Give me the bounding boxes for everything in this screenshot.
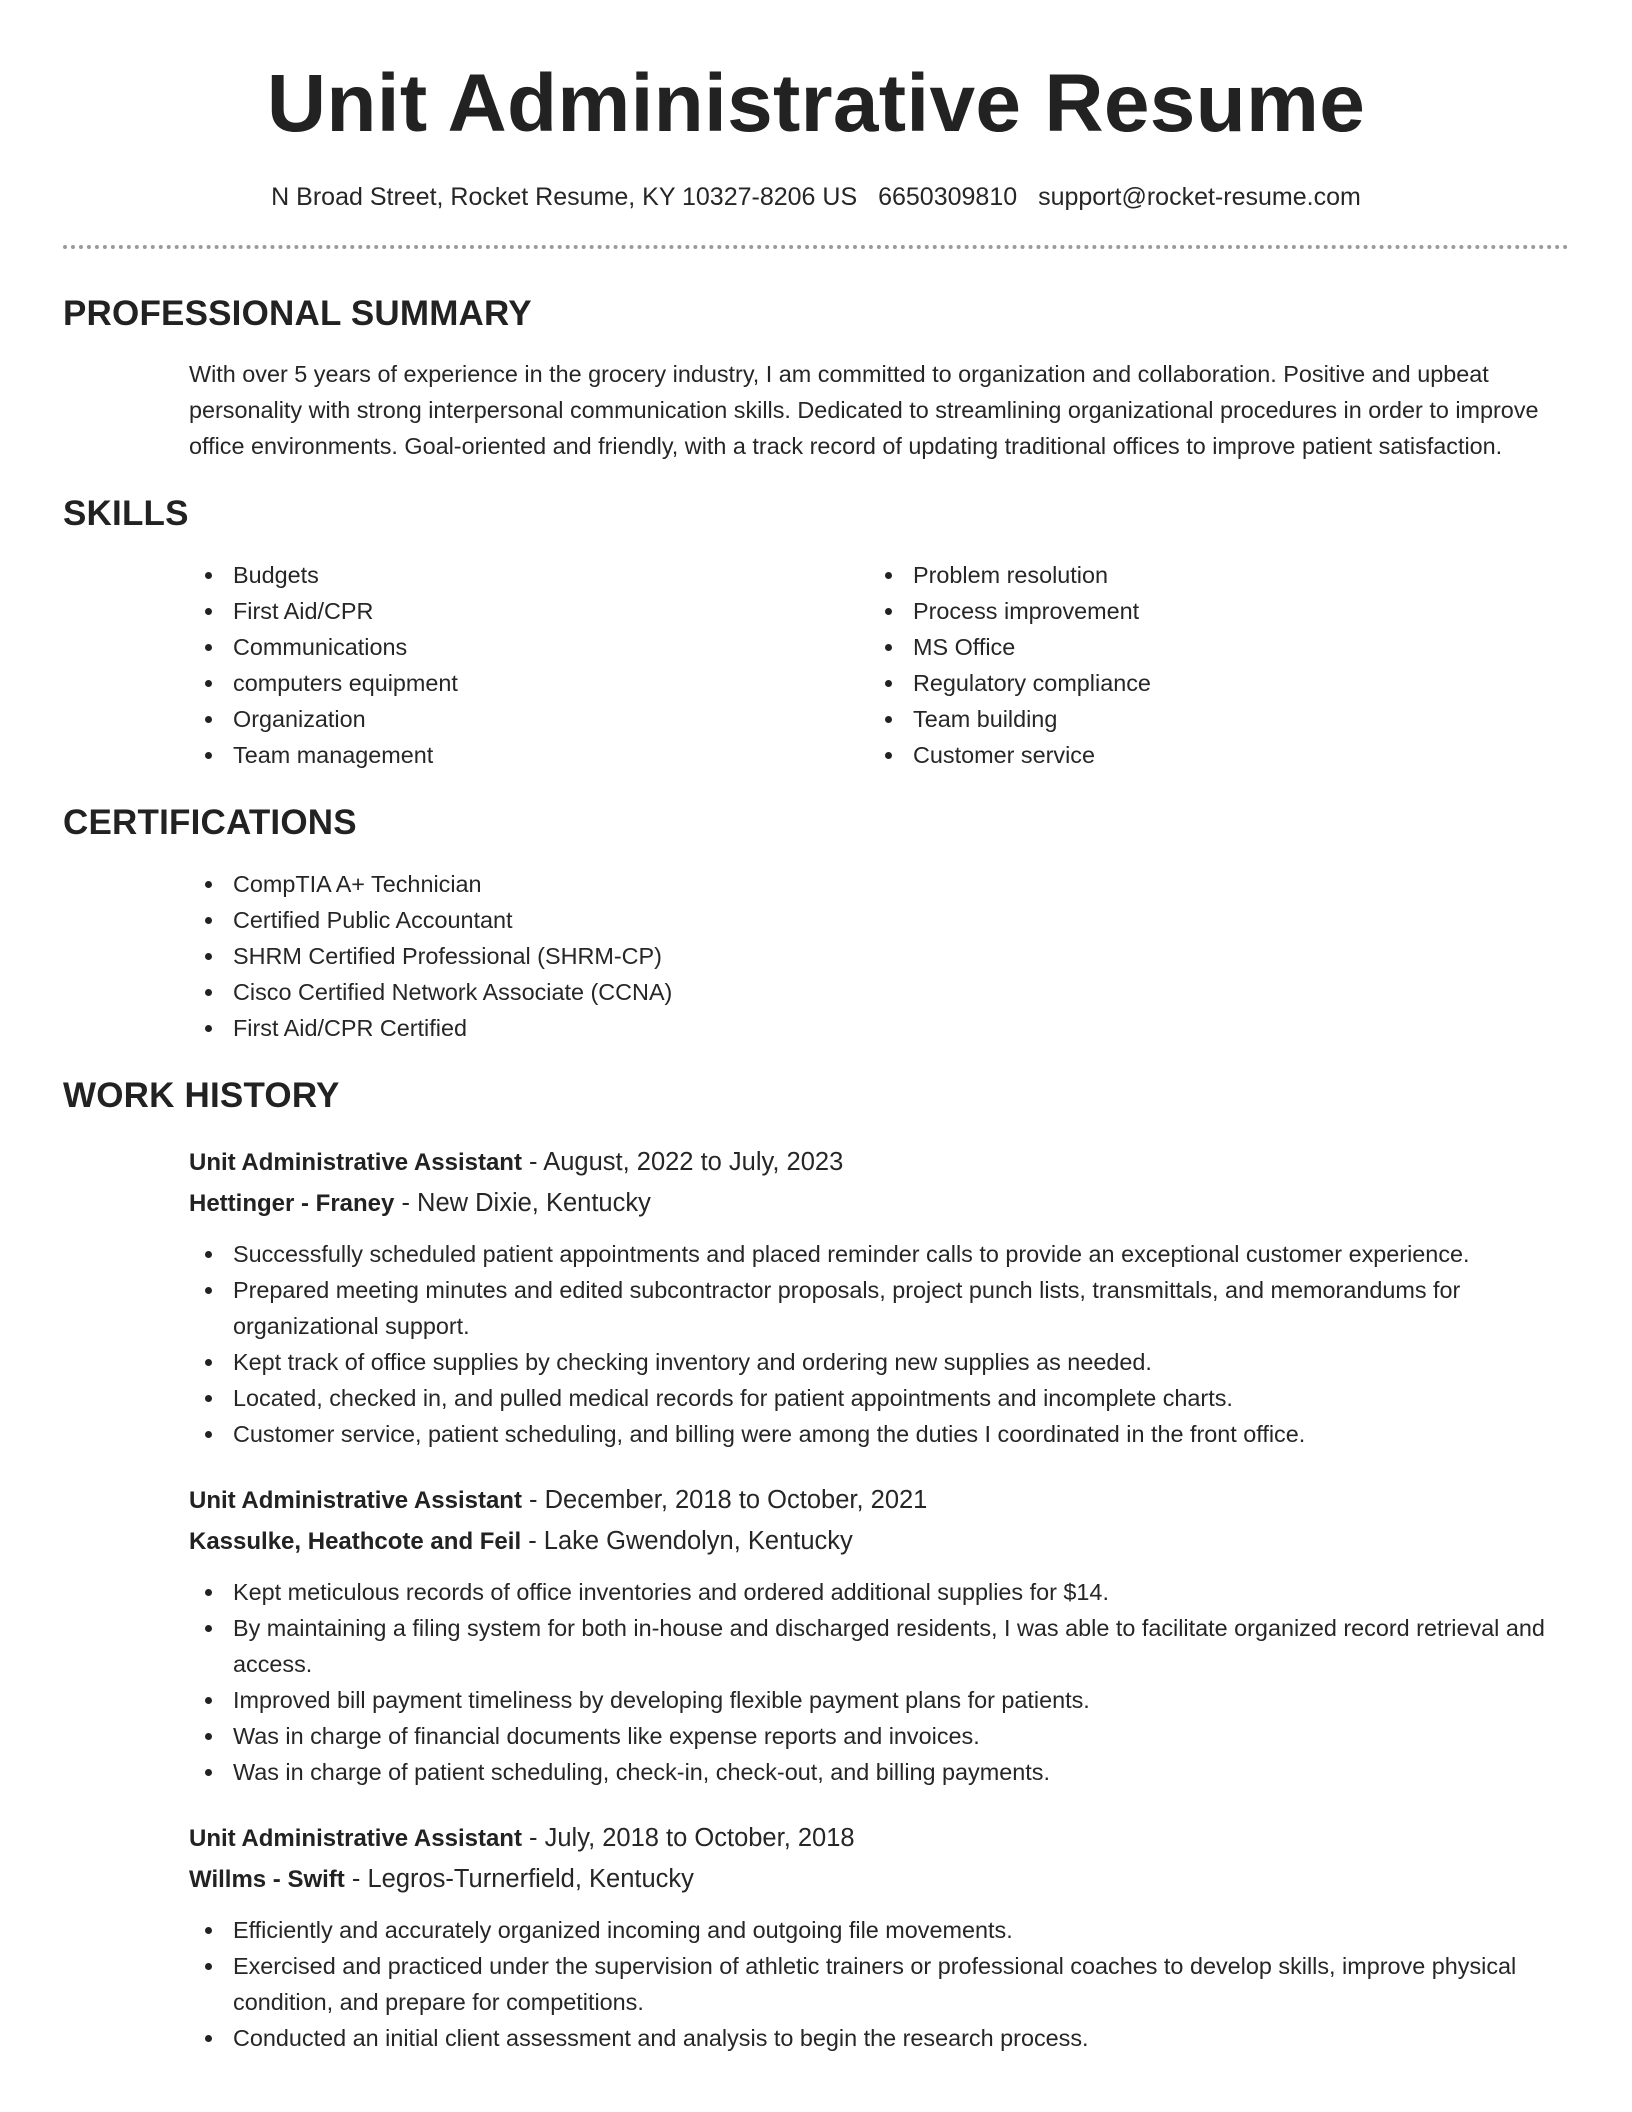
job-company: Kassulke, Heathcote and Feil	[189, 1528, 522, 1555]
job-role-line	[189, 1142, 1569, 1183]
skills-heading: SKILLS	[63, 494, 189, 533]
job-entry	[189, 1480, 1569, 1790]
contact-email: support@rocket-resume.com	[1038, 183, 1361, 211]
contact-address: N Broad Street, Rocket Resume, KY 10327-8206 US	[271, 183, 858, 211]
job-company-line	[189, 1859, 1569, 1900]
skill-item: Team building	[869, 701, 1549, 737]
job-role: Unit Administrative Assistant	[189, 1825, 522, 1852]
job-duty-item: Improved bill payment timeliness by developing flexible payment plans for patients.	[189, 1682, 1569, 1718]
summary-heading: PROFESSIONAL SUMMARY	[63, 294, 532, 333]
job-duty-item: Kept meticulous records of office inventories and ordered additional supplies for $14.	[189, 1574, 1569, 1610]
skill-item: Problem resolution	[869, 557, 1549, 593]
job-dates: - July, 2018 to October, 2018	[521, 1824, 855, 1852]
job-company-line	[189, 1183, 1569, 1224]
certification-item: CompTIA A+ Technician	[189, 866, 1569, 902]
skill-item: Customer service	[869, 737, 1549, 773]
job-role-line	[189, 1818, 1569, 1859]
certifications-list	[189, 866, 1569, 1046]
job-duties	[189, 1236, 1569, 1452]
job-duties	[189, 1912, 1569, 2056]
skills-list	[189, 557, 1569, 773]
job-duty-item: Prepared meeting minutes and edited subcontractor proposals, project punch lists, transmittals, and memorandums for organizational support.	[189, 1272, 1569, 1344]
job-duty-item: Kept track of office supplies by checking inventory and ordering new supplies as needed.	[189, 1344, 1569, 1380]
job-company-line	[189, 1521, 1569, 1562]
contact-line	[63, 180, 1569, 214]
job-duty-item: By maintaining a filing system for both in-house and discharged residents, I was able to facilitate organized record retrieval and access.	[189, 1610, 1569, 1682]
skill-item: Communications	[189, 629, 869, 665]
skills-column-right	[869, 557, 1549, 773]
job-entry	[189, 1818, 1569, 2056]
job-role: Unit Administrative Assistant	[189, 1149, 522, 1176]
certification-item: Cisco Certified Network Associate (CCNA)	[189, 974, 1569, 1010]
job-company: Willms - Swift	[189, 1866, 345, 1893]
certification-item: Certified Public Accountant	[189, 902, 1569, 938]
skill-item: Process improvement	[869, 593, 1549, 629]
skill-item: Regulatory compliance	[869, 665, 1549, 701]
job-duty-item: Conducted an initial client assessment and analysis to begin the research process.	[189, 2020, 1569, 2056]
work-history-heading: WORK HISTORY	[63, 1076, 340, 1115]
certification-item: SHRM Certified Professional (SHRM-CP)	[189, 938, 1569, 974]
job-duty-item: Was in charge of financial documents like expense reports and invoices.	[189, 1718, 1569, 1754]
job-location: - New Dixie, Kentucky	[394, 1189, 651, 1217]
resume-title: Unit Administrative Resume	[266, 58, 1366, 149]
skills-column-left	[189, 557, 869, 773]
job-dates: - August, 2022 to July, 2023	[521, 1148, 844, 1176]
job-duty-item: Was in charge of patient scheduling, check-in, check-out, and billing payments.	[189, 1754, 1569, 1790]
job-duties	[189, 1574, 1569, 1790]
job-role-line	[189, 1480, 1569, 1521]
job-location: - Lake Gwendolyn, Kentucky	[521, 1527, 853, 1555]
job-location: - Legros-Turnerfield, Kentucky	[344, 1865, 694, 1893]
skill-item: First Aid/CPR	[189, 593, 869, 629]
skill-item: Organization	[189, 701, 869, 737]
skill-item: MS Office	[869, 629, 1549, 665]
job-duty-item: Efficiently and accurately organized incoming and outgoing file movements.	[189, 1912, 1569, 1948]
skill-item: computers equipment	[189, 665, 869, 701]
job-dates: - December, 2018 to October, 2021	[521, 1486, 928, 1514]
skill-item: Team management	[189, 737, 869, 773]
contact-phone: 6650309810	[878, 183, 1018, 211]
header-divider	[63, 245, 1569, 249]
job-role: Unit Administrative Assistant	[189, 1487, 522, 1514]
job-entry	[189, 1142, 1569, 1452]
job-duty-item: Successfully scheduled patient appointments and placed reminder calls to provide an exceptional customer experience.	[189, 1236, 1569, 1272]
skill-item: Budgets	[189, 557, 869, 593]
job-company: Hettinger - Franey	[189, 1190, 395, 1217]
job-duty-item: Customer service, patient scheduling, and billing were among the duties I coordinated in the front office.	[189, 1416, 1569, 1452]
summary-text: With over 5 years of experience in the grocery industry, I am committed to organization and collaboration. Positive and upbeat personality with strong interpersonal communication skills. Dedicated to streamlining organizational procedures in order to improve office environments. Goal-oriented and friendly, with a track record of updating traditional offices to improve patient satisfaction.	[189, 361, 1539, 459]
job-duty-item: Exercised and practiced under the supervision of athletic trainers or professional coaches to develop skills, improve physical condition, and prepare for competitions.	[189, 1948, 1569, 2020]
certifications-heading: CERTIFICATIONS	[63, 803, 357, 842]
certification-item: First Aid/CPR Certified	[189, 1010, 1569, 1046]
job-duty-item: Located, checked in, and pulled medical records for patient appointments and incomplete charts.	[189, 1380, 1569, 1416]
